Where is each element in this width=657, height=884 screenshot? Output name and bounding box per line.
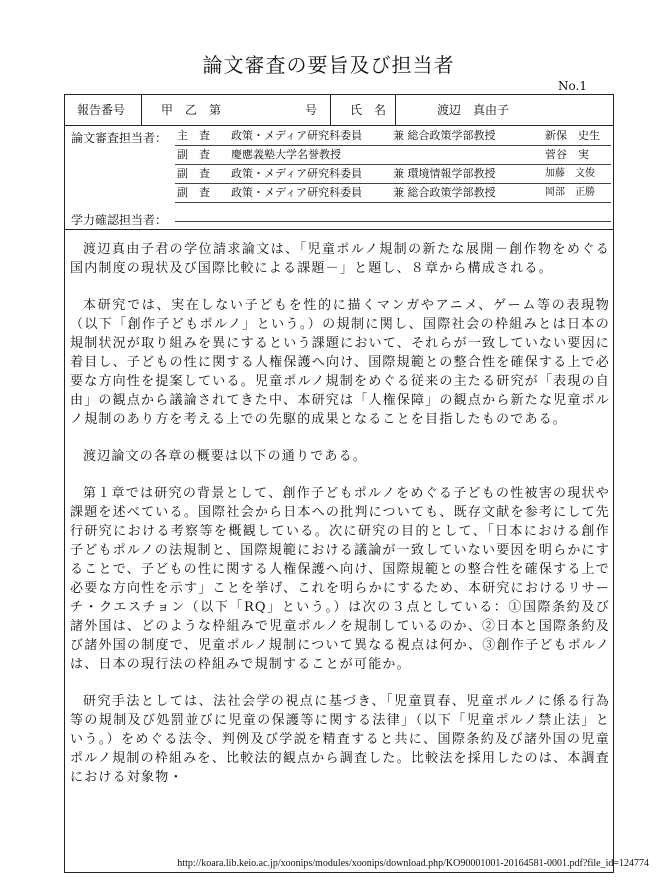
- examiners-section: [65, 125, 613, 230]
- page-title: 論文審査の要旨及び担当者: [202, 53, 455, 77]
- examiner-concurrent: 兼 総合政策学部教授: [393, 129, 496, 142]
- confirm-label: 学力確認担当者：: [71, 213, 168, 227]
- examiner-row: [175, 184, 611, 203]
- report-number-label: 報告番号: [77, 103, 126, 117]
- examiner-row: [175, 127, 611, 146]
- examiner-affiliation: 慶應義塾大学名誉教授: [231, 148, 341, 161]
- examiner-row: [175, 146, 611, 165]
- examiner-role: 副 査: [177, 186, 210, 199]
- examiner-name: 菅谷 実: [545, 148, 589, 161]
- examiner-row: [175, 165, 611, 184]
- report-number-value: 甲 乙 第 号: [161, 103, 318, 117]
- examiner-name: 岡部 正勝: [545, 187, 595, 198]
- report-row: [65, 95, 613, 126]
- paragraph: 研究手法としては、法社会学の視点に基づき、「児童買春、児童ポルノに係る行為等の規制及び処罰並びに児童の保護等に関する法律」（以下「児童ポルノ禁止法」という。）をめぐる法令、判例及び学説を精査すると共に、国際条約及び諸外国の児童ポルノ規制の枠組みを、比較法的観点から調査した。比較法を採用したのは、本調査における対象物・: [70, 694, 610, 785]
- examiner-affiliation: 政策・メディア研究科委員: [231, 129, 363, 142]
- footer-url: http://koara.lib.keio.ac.jp/xoonips/modules/xoonips/download.php/KO90001001-20164581-0001.pdf?file_id=124774: [177, 858, 649, 869]
- examiner-name: 加藤 文俊: [545, 168, 595, 179]
- paragraph: 第１章では研究の背景として、創作子どもポルノをめぐる子どもの性被害の現状や課題を述べている。国際社会から日本への批判についても、既存文献を参考にして先行研究における考察等を概観している。次に研究の目的として、「日本における創作子どもポルノの法規制と、国際規範における議論が一致していない要因を明らかにすることで、子どもの性に関する人権保護へ向け、国際規範との整合性を確保する上で必要な方向性を示す」ことを挙げ、これを明らかにするため、本研究におけるリサーチ・クエスチョン（以下「RQ」という。）は次の３点としている：①国際条約及び諸外国は、どのような枠組みで児童ポルノを規制しているのか、②日本と国際条約及び諸外国の制度で、児童ポルノ規制について異なる視点は何か、③創作子どもポルノは、日本の現行法の枠組みで規制することが可能か。: [70, 486, 610, 672]
- examiner-role: 副 査: [177, 148, 210, 161]
- name-value: 渡辺 真由子: [437, 103, 510, 117]
- examiner-concurrent: 兼 総合政策学部教授: [393, 186, 496, 199]
- examiner-role: 副 査: [177, 167, 210, 180]
- examiner-name: 新保 史生: [545, 129, 600, 142]
- examiners-label: 論文審査担当者：: [71, 131, 168, 145]
- paragraph: 渡辺真由子君の学位請求論文は、「児童ポルノ規制の新たな展開－創作物をめぐる国内制度の現状及び国際比較による課題－」と題し、８章から構成される。: [70, 242, 610, 276]
- examiner-affiliation: 政策・メディア研究科委員: [231, 167, 363, 180]
- examiner-affiliation: 政策・メディア研究科委員: [231, 186, 363, 199]
- review-form: [64, 94, 614, 873]
- examiner-concurrent: 兼 環境情報学部教授: [393, 167, 496, 180]
- review-body: [70, 240, 610, 805]
- name-label: 氏 名: [350, 103, 387, 117]
- document-number: No.1: [558, 79, 587, 93]
- paragraph: 渡辺論文の各章の概要は以下の通りである。: [83, 449, 368, 464]
- paragraph: 本研究では、実在しない子どもを性的に描くマンガやアニメ、ゲーム等の表現物（以下「創作子どもポルノ」という。）の規制に関し、国際社会の枠組みとは日本の規制状況が取り組みを異にするという課題において、それらが一致していない要因に着目し、子どもの性に関する人権保護へ向け、国際規範との整合性を確保する上で必要な方向性を提案している。児童ポルノ規制をめぐる従来の主たる研究が「表現の自由」の観点から議論されてきた中、本研究は「人権保障」の観点から新たな児童ポルノ規制のあり方を考える上での先駆的成果となることを目指したものである。: [70, 298, 610, 427]
- examiner-blank-row: [175, 203, 611, 222]
- examiner-role: 主 査: [177, 129, 210, 142]
